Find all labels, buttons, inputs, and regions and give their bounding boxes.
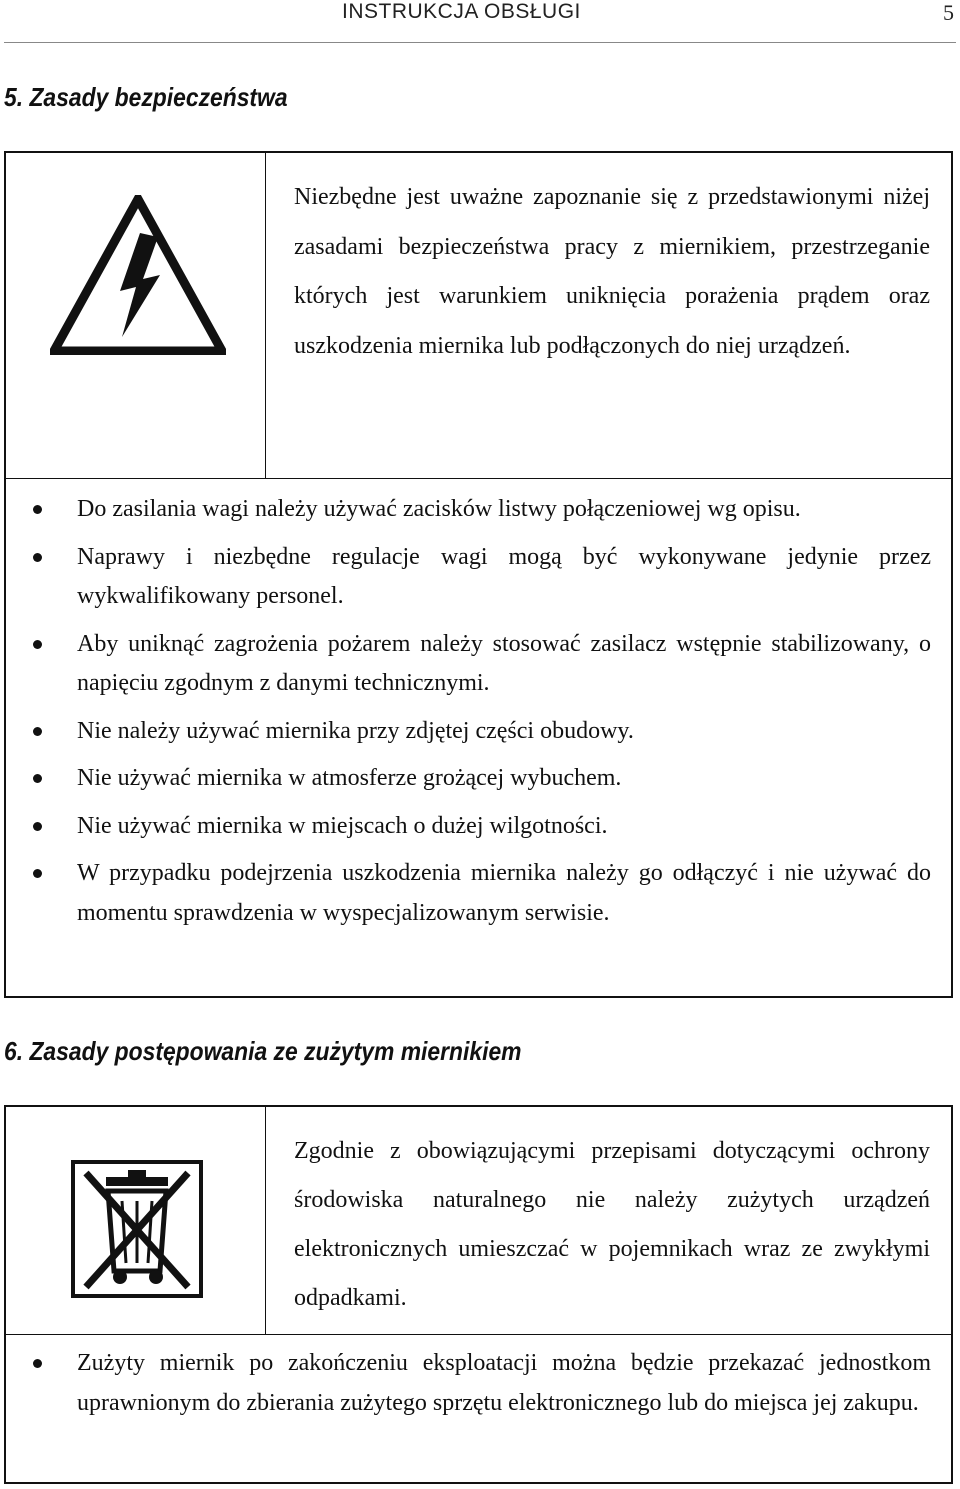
list-item <box>6 1344 951 1423</box>
bullet-icon <box>33 822 42 831</box>
bullet-icon <box>33 774 42 783</box>
list-item <box>6 625 951 704</box>
list-item <box>6 712 951 752</box>
header-divider <box>4 42 956 43</box>
disposal-rules-box <box>4 1105 953 1484</box>
list-item-text: Naprawy i niezbędne regulacje wagi mogą być wykonywane jedynie przez wykwalifikowany personel. <box>77 543 931 609</box>
section-6-heading: 6. Zasady postępowania ze zużytym miernikiem <box>4 1036 522 1066</box>
list-item-text: Zużyty miernik po zakończeniu eksploatacji można będzie przekazać jednostkom uprawnionym do zbierania zużytego sprzętu elektronicznego lub do miejsca jej zakupu. <box>77 1350 931 1416</box>
bullet-icon <box>33 640 42 649</box>
list-item-text: Nie używać miernika w miejscach o dużej wilgotności. <box>77 812 608 839</box>
bullet-icon <box>33 727 42 736</box>
crossed-out-wheelie-bin-icon <box>70 1159 204 1299</box>
bullet-icon <box>33 505 42 514</box>
safety-intro-text: Niezbędne jest uważne zapoznanie się z przedstawionymi niżej zasadami bezpieczeństwa pracy z miernikiem, przestrzeganie których jest warunkiem uniknięcia porażenia prądem oraz uszkodzenia miernika lub podłączonych do niej urządzeń. <box>294 184 930 359</box>
bullet-icon <box>33 1359 42 1368</box>
bullet-icon <box>33 869 42 878</box>
list-item-text: Nie należy używać miernika przy zdjętej części obudowy. <box>77 717 634 744</box>
icon-column-divider <box>265 153 266 478</box>
safety-rules-list <box>6 490 951 941</box>
box-row-divider <box>6 478 951 479</box>
electric-hazard-warning-icon <box>50 195 226 355</box>
list-item <box>6 854 951 933</box>
list-item <box>6 490 951 530</box>
icon-column-divider <box>265 1107 266 1334</box>
bullet-icon <box>33 553 42 562</box>
list-item-text: Aby uniknąć zagrożenia pożarem należy stosować zasilacz wstępnie stabilizowany, o napięciu zgodnym z danymi technicznymi. <box>77 630 931 696</box>
disposal-intro-text: Zgodnie z obowiązującymi przepisami dotyczącymi ochrony środowiska naturalnego nie należy zużytych urządzeń elektronicznych umieszczać w pojemnikach wraz ze zwykłymi odpadkami. <box>294 1138 930 1311</box>
safety-rules-box <box>4 151 953 998</box>
list-item <box>6 807 951 847</box>
section-5-heading: 5. Zasady bezpieczeństwa <box>4 82 288 112</box>
list-item-text: Do zasilania wagi należy używać zacisków listwy połączeniowej wg opisu. <box>77 496 801 522</box>
box-row-divider <box>6 1334 951 1335</box>
page-number: 5 <box>943 0 954 25</box>
list-item-text: W przypadku podejrzenia uszkodzenia miernika należy go odłączyć i nie używać do momentu sprawdzenia w wyspecjalizowanym serwisie. <box>77 860 931 926</box>
list-item <box>6 759 951 799</box>
list-item-text: Nie używać miernika w atmosferze grożącej wybuchem. <box>77 765 622 791</box>
disposal-rules-list <box>6 1344 951 1431</box>
running-header-title: INSTRUKCJA OBSŁUGI <box>342 0 581 23</box>
list-item <box>6 538 951 617</box>
